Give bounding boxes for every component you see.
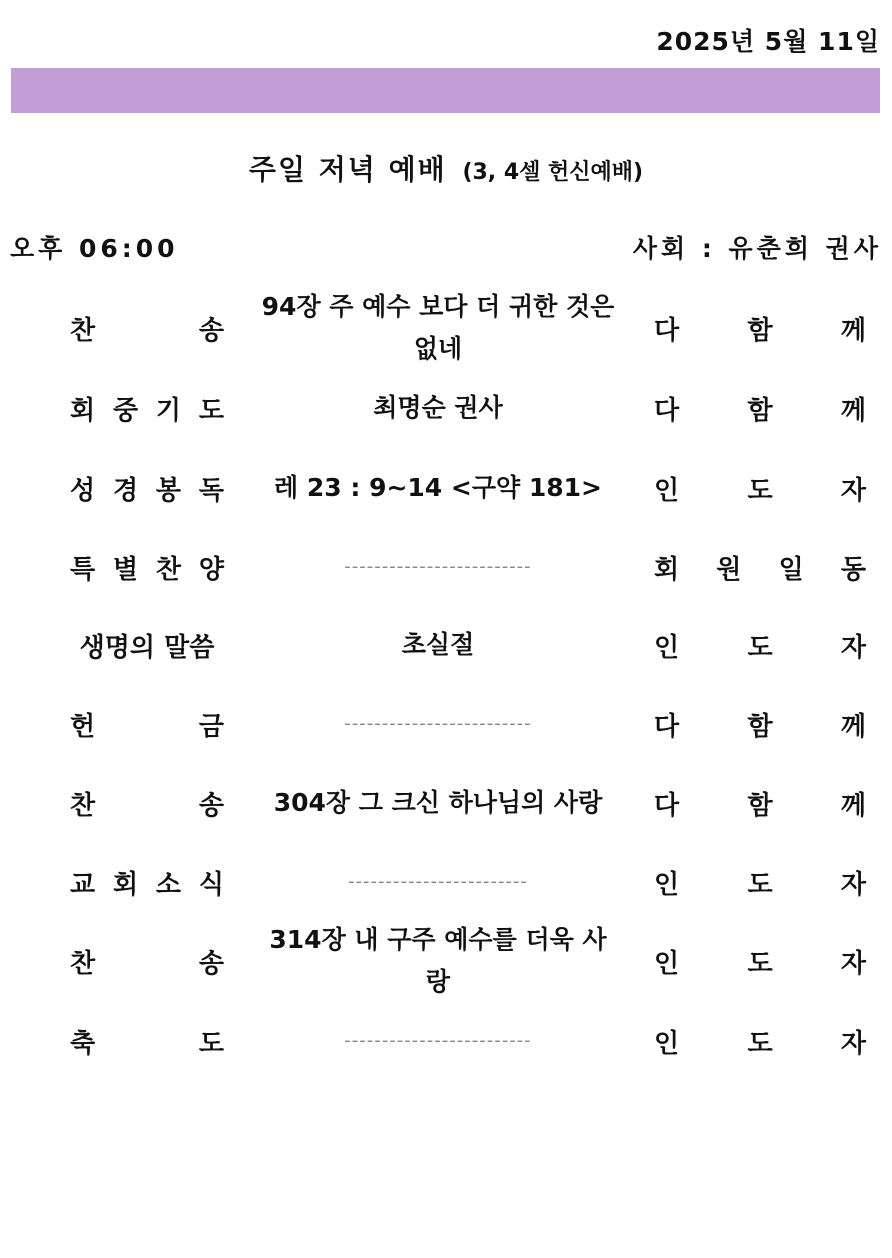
order-label-char: 찬: [70, 790, 96, 821]
order-responsible: [654, 615, 866, 675]
order-responsible: [654, 1011, 866, 1071]
order-content: [258, 925, 618, 996]
order-label-char: 회: [112, 869, 139, 900]
order-content-placeholder: -------------------------: [344, 713, 532, 734]
order-label: [70, 1011, 224, 1071]
order-content: [258, 694, 618, 754]
order-label-char: 중: [112, 395, 139, 426]
order-responsible-char: 인: [654, 948, 680, 979]
order-responsible: [654, 537, 866, 597]
order-label-char: 찬: [155, 554, 182, 585]
order-content-text: 최명순 권사: [373, 393, 503, 422]
order-responsible-char: 원: [716, 554, 742, 585]
service-title: [0, 148, 892, 188]
service-title-main: 주일 저녁 예배: [248, 153, 447, 186]
order-responsible-char: 함: [747, 790, 773, 821]
order-label: [70, 852, 224, 912]
order-responsible: [654, 852, 866, 912]
order-content-text: 314장 내 구주 예수를 더욱 사랑: [269, 925, 607, 996]
order-label: [70, 773, 224, 833]
order-label-char: 기: [155, 395, 182, 426]
order-label-char: 금: [198, 711, 224, 742]
order-content-text: 초실절: [401, 630, 475, 659]
order-content: [258, 292, 618, 363]
order-responsible: [654, 298, 866, 358]
order-label-char: 송: [198, 790, 224, 821]
order-responsible-char: 께: [840, 711, 866, 742]
order-label-char: 식: [198, 869, 224, 900]
order-label-char: 찬: [70, 315, 96, 346]
order-label-char: 성: [70, 475, 96, 506]
order-row: [0, 615, 892, 675]
order-responsible-char: 께: [840, 790, 866, 821]
order-label: [70, 537, 224, 597]
order-label-char: 송: [198, 948, 224, 979]
order-content-placeholder: -------------------------: [344, 1030, 532, 1051]
service-time: 오후 06:00: [10, 234, 179, 263]
order-responsible-char: 인: [654, 632, 680, 663]
order-label-char: 봉: [155, 475, 182, 506]
order-content-text: 304장 그 크신 하나님의 사랑: [273, 788, 603, 817]
service-title-sub: (3, 4셀 헌신예배): [462, 160, 644, 185]
order-label-char: 찬: [70, 948, 96, 979]
order-label-char: 특: [70, 554, 96, 585]
order-row: [0, 773, 892, 833]
order-responsible-char: 인: [654, 475, 680, 506]
order-label: [70, 694, 224, 754]
order-content-placeholder: ------------------------: [348, 871, 528, 892]
order-label: [70, 615, 224, 675]
order-row: [0, 537, 892, 597]
order-responsible-char: 자: [840, 632, 866, 663]
order-label-char: 송: [198, 315, 224, 346]
order-label: [70, 378, 224, 438]
order-responsible-char: 다: [654, 711, 680, 742]
order-responsible: [654, 378, 866, 438]
order-label-char: 양: [198, 554, 224, 585]
order-label-char: 독: [198, 475, 224, 506]
order-responsible-char: 자: [840, 475, 866, 506]
order-label-char: 별: [112, 554, 139, 585]
order-responsible-char: 함: [747, 711, 773, 742]
order-row: [0, 694, 892, 754]
order-responsible-char: 다: [654, 395, 680, 426]
order-content-text: 94장 주 예수 보다 더 귀한 것은 없네: [261, 292, 615, 363]
order-row: [0, 1011, 892, 1071]
order-row: [0, 458, 892, 518]
order-label-char: 교: [70, 869, 96, 900]
order-label-char: 헌: [70, 711, 96, 742]
order-label: [70, 458, 224, 518]
order-label-char: 생명의 말씀: [79, 632, 215, 663]
order-row: [0, 925, 892, 996]
order-responsible-char: 도: [747, 632, 773, 663]
order-responsible-char: 자: [840, 948, 866, 979]
order-row: [0, 292, 892, 363]
order-responsible-char: 자: [840, 869, 866, 900]
bulletin-date: 2025년 5월 11일: [656, 27, 880, 56]
order-responsible-char: 도: [747, 1028, 773, 1059]
order-label: [70, 931, 224, 991]
order-row: [0, 852, 892, 912]
order-row: [0, 378, 892, 438]
order-label-char: 도: [198, 1028, 224, 1059]
order-content-text: 레 23 : 9~14 <구약 181>: [274, 473, 602, 502]
order-content: [258, 615, 618, 675]
order-responsible-char: 다: [654, 790, 680, 821]
order-responsible: [654, 931, 866, 991]
order-content-placeholder: -------------------------: [344, 556, 532, 577]
order-label-char: 회: [70, 395, 96, 426]
order-content: [258, 458, 618, 518]
order-label-char: 소: [155, 869, 182, 900]
order-responsible-char: 다: [654, 315, 680, 346]
order-responsible-char: 께: [840, 395, 866, 426]
order-responsible-char: 동: [840, 554, 866, 585]
header-color-band: [11, 68, 880, 113]
order-responsible-char: 인: [654, 869, 680, 900]
order-responsible-char: 께: [840, 315, 866, 346]
order-responsible-char: 일: [778, 554, 804, 585]
order-label: [70, 298, 224, 358]
order-label-char: 축: [70, 1028, 96, 1059]
order-label-char: 경: [112, 475, 139, 506]
service-presider: 사회 : 유춘희 권사: [632, 234, 882, 263]
order-responsible: [654, 694, 866, 754]
order-content: [258, 852, 618, 912]
order-content: [258, 773, 618, 833]
order-label-char: 도: [198, 395, 224, 426]
order-responsible-char: 인: [654, 1028, 680, 1059]
order-responsible-char: 함: [747, 315, 773, 346]
order-responsible-char: 도: [747, 869, 773, 900]
order-content: [258, 537, 618, 597]
order-responsible: [654, 458, 866, 518]
order-responsible-char: 도: [747, 948, 773, 979]
order-responsible-char: 도: [747, 475, 773, 506]
order-responsible-char: 함: [747, 395, 773, 426]
order-content: [258, 378, 618, 438]
order-responsible-char: 자: [840, 1028, 866, 1059]
order-responsible-char: 회: [654, 554, 680, 585]
order-responsible: [654, 773, 866, 833]
order-content: [258, 1011, 618, 1071]
